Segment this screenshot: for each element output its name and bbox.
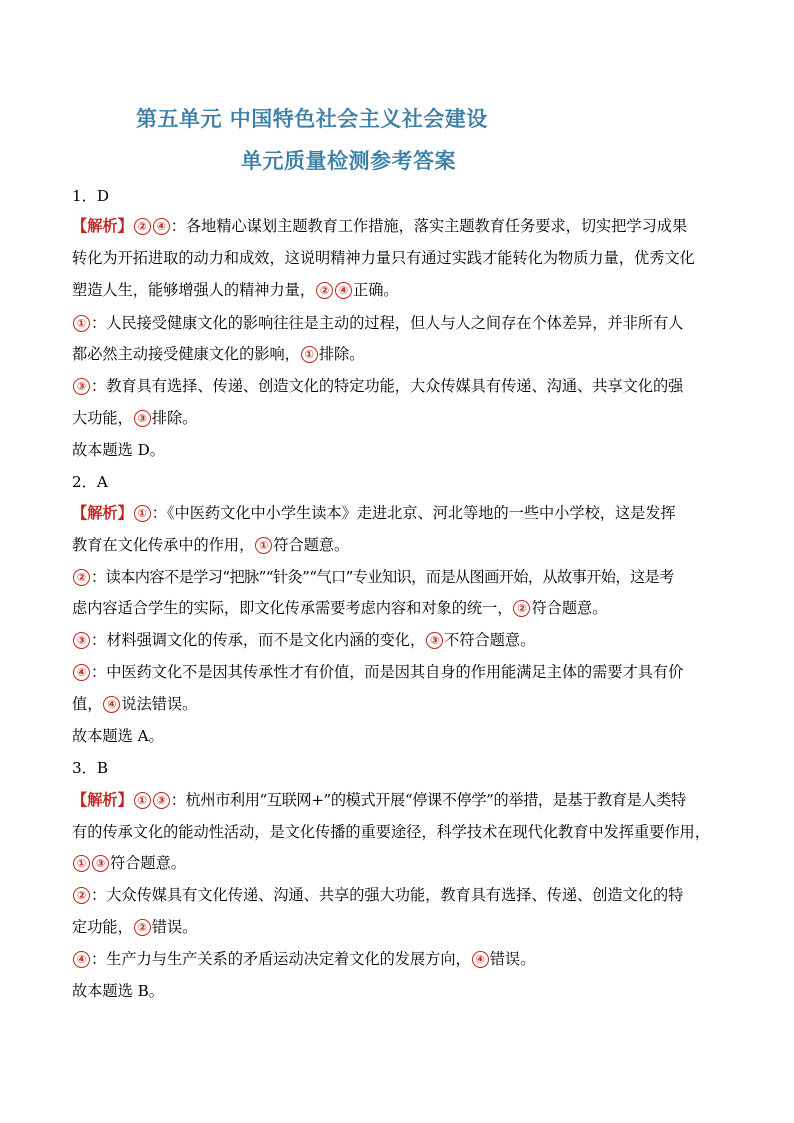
analysis-3-line-3 — [72, 853, 186, 873]
analysis-1-line-5 — [72, 344, 364, 364]
option-marker: ② — [316, 282, 333, 299]
analysis-text: ：中医药文化不是因其传承性才有价值，而是因其自身的作用能满足主体的需要才具有价 — [91, 663, 684, 681]
analysis-label: 【解析】 — [72, 504, 133, 522]
analysis-text: ：生产力与生产关系的矛盾运动决定着文化的发展方向， — [91, 950, 471, 968]
analysis-text: 符合题意。 — [110, 854, 186, 872]
analysis-3-line-1 — [72, 790, 686, 810]
analysis-2-line-3 — [72, 567, 674, 587]
option-marker: ③ — [426, 632, 443, 649]
option-marker: ① — [134, 792, 151, 809]
option-marker: ① — [301, 346, 318, 363]
analysis-text: 符合题意。 — [531, 599, 608, 617]
conclusion-3: 故本题选 B。 — [72, 982, 164, 1000]
option-marker: ④ — [153, 218, 170, 235]
analysis-text: 错误。 — [489, 950, 536, 968]
answer-2: 2．A — [72, 473, 108, 491]
analysis-2-line-4 — [72, 598, 607, 618]
analysis-text: 排除。 — [318, 345, 365, 363]
analysis-text: 错误。 — [151, 918, 198, 936]
option-marker: ③ — [73, 378, 90, 395]
analysis-text: 排除。 — [151, 409, 198, 427]
analysis-2-line-7 — [72, 694, 197, 714]
analysis-label: 【解析】 — [72, 791, 133, 809]
analysis-text: 都必然主动接受健康文化的影响， — [72, 345, 300, 363]
option-marker: ④ — [335, 282, 352, 299]
page-subtitle: 单元质量检测参考答案 — [241, 149, 456, 173]
option-marker: ④ — [73, 951, 90, 968]
analysis-text: 正确。 — [353, 281, 399, 299]
analysis-label: 【解析】 — [72, 217, 133, 235]
analysis-text: ：教育具有选择、传递、创造文化的特定功能，大众传媒具有传递、沟通、共享文化的强 — [91, 377, 684, 395]
analysis-text: 不符合题意。 — [444, 631, 536, 649]
analysis-2-line-1 — [72, 503, 676, 523]
analysis-text: ：材料强调文化的传承，而不是文化内涵的变化， — [91, 631, 426, 649]
option-marker: ① — [134, 505, 151, 522]
analysis-text: ：人民接受健康文化的影响往往是主动的过程，但人与人之间存在个体差异，并非所有人 — [91, 314, 684, 332]
conclusion-1: 故本题选 D。 — [72, 441, 165, 459]
option-marker: ① — [255, 537, 272, 554]
analysis-1-line-1 — [72, 216, 687, 236]
analysis-text: 虑内容适合学生的实际，即文化传承需要考虑内容和对象的统一， — [72, 599, 513, 617]
analysis-1-line-4 — [72, 313, 683, 333]
analysis-text: ：读本内容不是学习“把脉”“针灸”“气口”专业知识，而是从图画开始，从故事开始，这是考 — [91, 568, 674, 586]
analysis-3-line-5 — [72, 917, 197, 937]
analysis-2-line-5 — [72, 630, 535, 650]
analysis-text: ：《中医药文化中小学生读本》走进北京、河北等地的一些中小学校，这是发挥 — [151, 504, 676, 522]
analysis-3-line-2: 有的传承文化的能动性活动，是文化传播的重要途径，科学技术在现代化教育中发挥重要作用， — [72, 823, 710, 841]
analysis-text: 定功能， — [72, 918, 133, 936]
analysis-2-line-2 — [72, 535, 349, 555]
analysis-text: ：各地精心谋划主题教育工作措施，落实主题教育任务要求，切实把学习成果 — [170, 217, 688, 235]
option-marker: ④ — [103, 696, 120, 713]
analysis-text: ：杭州市利用“互联网+”的模式开展“停课不停学”的举措，是基于教育是人类特 — [170, 791, 686, 809]
analysis-text: 大功能， — [72, 409, 133, 427]
analysis-text: 值， — [72, 695, 103, 713]
analysis-text: 符合题意。 — [273, 536, 350, 554]
option-marker: ④ — [73, 664, 90, 681]
analysis-3-line-4 — [72, 885, 683, 905]
option-marker: ② — [513, 600, 530, 617]
answer-3: 3．B — [72, 759, 109, 777]
option-marker: ③ — [153, 792, 170, 809]
conclusion-2: 故本题选 A。 — [72, 727, 164, 745]
analysis-1-line-6 — [72, 376, 683, 396]
analysis-text: 说法错误。 — [121, 695, 198, 713]
option-marker: ③ — [73, 632, 90, 649]
answer-1: 1．D — [72, 187, 110, 205]
analysis-1-line-7 — [72, 408, 197, 428]
option-marker: ④ — [472, 951, 489, 968]
analysis-text: 塑造人生，能够增强人的精神力量， — [72, 281, 315, 299]
analysis-2-line-6 — [72, 662, 683, 682]
analysis-3-line-6 — [72, 949, 535, 969]
option-marker: ③ — [134, 410, 151, 427]
option-marker: ② — [134, 919, 151, 936]
option-marker: ① — [73, 315, 90, 332]
analysis-text: 教育在文化传承中的作用， — [72, 536, 255, 554]
analysis-1-line-2: 转化为开拓进取的动力和成效，这说明精神力量只有通过实践才能转化为物质力量，优秀文化 — [72, 249, 695, 267]
option-marker: ② — [73, 569, 90, 586]
analysis-1-line-3 — [72, 280, 399, 300]
option-marker: ① — [73, 855, 90, 872]
option-marker: ③ — [92, 855, 109, 872]
option-marker: ② — [134, 218, 151, 235]
analysis-text: ：大众传媒具有文化传递、沟通、共享的强大功能，教育具有选择、传递、创造文化的特 — [91, 886, 684, 904]
page-title: 第五单元 中国特色社会主义社会建设 — [136, 107, 488, 131]
option-marker: ② — [73, 887, 90, 904]
